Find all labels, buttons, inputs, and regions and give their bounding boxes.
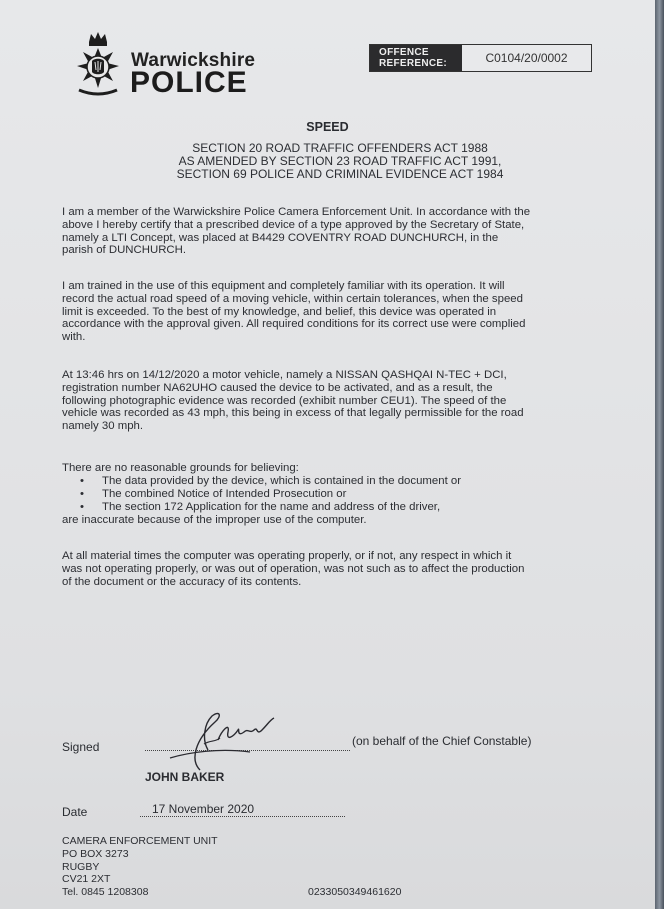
brand-name-top: Warwickshire	[131, 50, 256, 71]
bullet-text: The section 172 Application for the name and address of the driver,	[102, 501, 441, 513]
address-line: RUGBY	[62, 860, 100, 873]
police-crest-logo	[67, 30, 129, 100]
address-line: Tel. 0845 1208308	[62, 886, 149, 899]
text-line: of the document or the accuracy of its contents.	[62, 575, 302, 588]
paragraph-computer-operation	[62, 550, 602, 588]
text-line: At all material times the computer was operating properly, or if not, any respect in which it	[62, 550, 512, 562]
text-line: are inaccurate because of the improper use of the computer.	[62, 514, 367, 526]
text-line: vehicle was recorded as 43 mph, this being in excess of that legally permissible for the road	[62, 407, 524, 420]
brand-name-bottom: POLICE	[130, 66, 248, 99]
acts-heading	[140, 142, 540, 181]
document-title: SPEED	[306, 120, 349, 134]
text-line: namely a LTI Concept, was placed at B4429 COVENTRY ROAD DUNCHURCH, in the	[62, 231, 499, 244]
bullet-item	[62, 488, 461, 501]
signatory-name: JOHN BAKER	[145, 770, 225, 784]
act-line: SECTION 69 POLICE AND CRIMINAL EVIDENCE ACT 1984	[176, 167, 504, 181]
text-line: At 13:46 hrs on 14/12/2020 a motor vehicle, namely a NISSAN QASHQAI N-TEC + DCI,	[62, 369, 507, 381]
address-line: CV21 2XT	[62, 873, 111, 886]
text-line: accordance with the approval given. All required conditions for its correct use were complied	[62, 318, 526, 331]
text-line: parish of DUNCHURCH.	[62, 244, 187, 257]
date-line	[140, 816, 345, 817]
text-line: I am trained in the use of this equipment and completely familiar with its operation. It will	[62, 280, 505, 292]
text-line: above I hereby certify that a prescribed device of a type approved by the Secretary of State,	[62, 218, 525, 231]
bullet-item	[62, 501, 461, 514]
signed-on-behalf-text: (on behalf of the Chief Constable)	[352, 734, 532, 748]
bullet-text: The combined Notice of Intended Prosecution or	[102, 488, 347, 500]
paragraph-offence-details	[62, 369, 602, 433]
text-line: record the actual road speed of a moving vehicle, within certain tolerances, when the speed	[62, 292, 523, 305]
barcode-number: 0233050349461620	[308, 886, 402, 898]
unit-address	[62, 835, 218, 899]
act-line: SECTION 20 ROAD TRAFFIC OFFENDERS ACT 1988	[192, 141, 488, 155]
offence-reference-value: C0104/20/0002	[485, 51, 568, 65]
bullet-item	[62, 475, 461, 488]
text-line: limit is exceeded. To the best of my knowledge, and belief, this device was operated in	[62, 305, 497, 318]
bullet-text: The data provided by the device, which is contained in the document or	[102, 475, 462, 487]
address-line: CAMERA ENFORCEMENT UNIT	[62, 835, 218, 847]
paragraph-grounds	[62, 462, 461, 527]
text-line: I am a member of the Warwickshire Police Camera Enforcement Unit. In accordance with the	[62, 206, 531, 218]
text-line: was not operating properly, or was out of operation, was not such as to affect the production	[62, 562, 525, 575]
date-value: 17 November 2020	[152, 802, 255, 816]
offence-reference-label: OFFENCE REFERENCE:	[370, 45, 462, 71]
text-line: registration number NA62UHO caused the device to be activated, and as a result, the	[62, 381, 493, 394]
handwritten-signature	[160, 700, 290, 780]
paragraph-training	[62, 280, 602, 344]
text-line: following photographic evidence was recorded (exhibit number CEU1). The speed of the	[62, 394, 507, 407]
text-line: with.	[62, 331, 86, 344]
text-line: namely 30 mph.	[62, 420, 144, 433]
address-line: PO BOX 3273	[62, 847, 129, 860]
act-line: AS AMENDED BY SECTION 23 ROAD TRAFFIC ACT 1991,	[178, 154, 502, 168]
signed-label: Signed	[62, 740, 100, 754]
paragraph-certification	[62, 206, 602, 257]
date-label: Date	[62, 805, 88, 819]
text-line: There are no reasonable grounds for believing:	[62, 462, 299, 474]
offence-reference-box	[369, 44, 592, 72]
background-edge	[655, 0, 664, 909]
